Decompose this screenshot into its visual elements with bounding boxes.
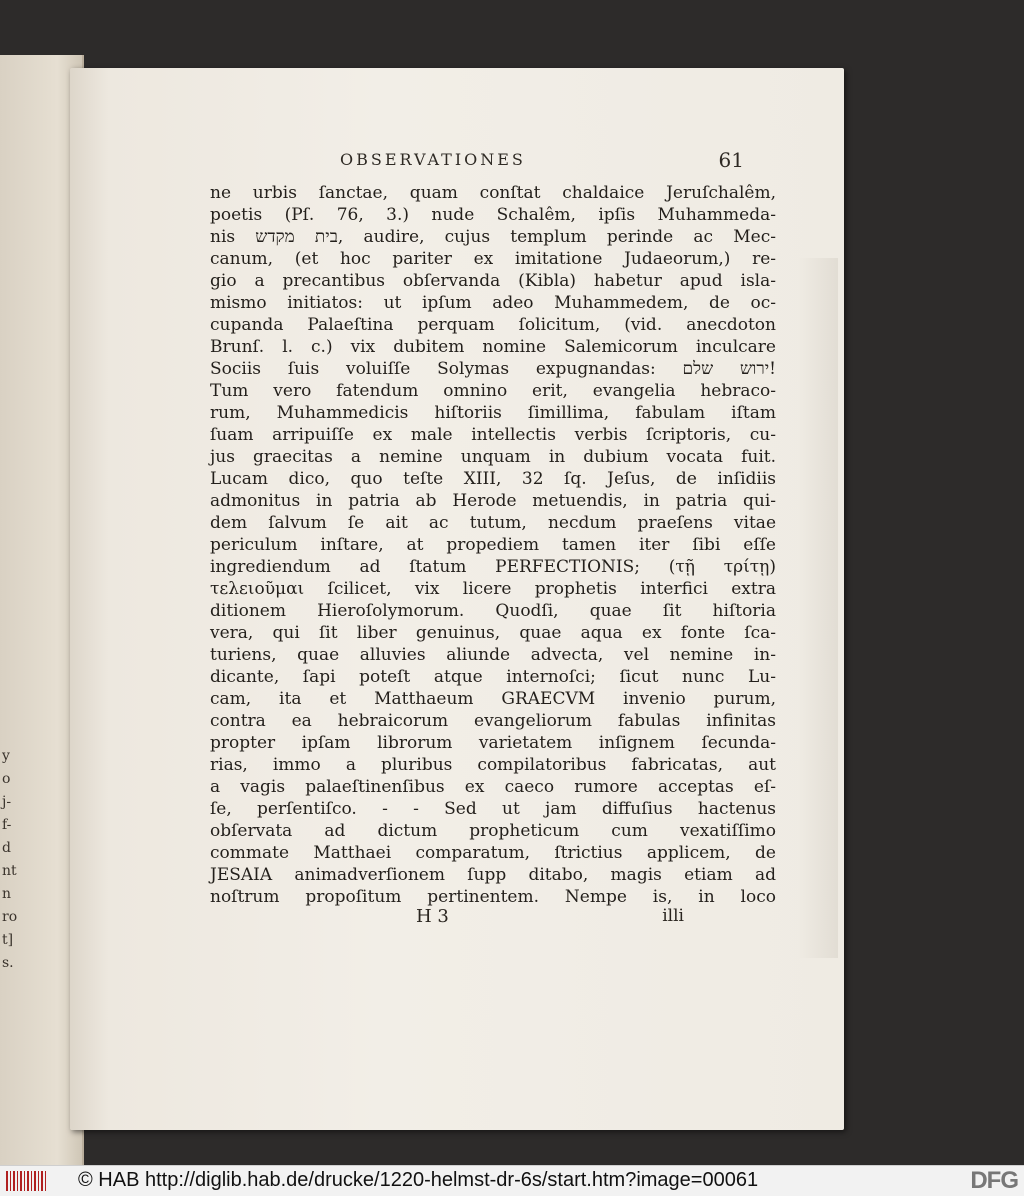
text-line: canum, (et hoc pariter ex imitatione Judaeorum,) re- [210, 249, 776, 269]
copyright-url[interactable]: © HAB http://diglib.hab.de/drucke/1220-helmst-dr-6s/start.htm?image=00061 [78, 1169, 759, 1191]
signature-mark: H 3 [416, 906, 449, 927]
text-line: propter ipſam librorum varietatem inſignem ſecunda- [210, 733, 776, 753]
text-line: ne urbis ſanctae, quam conſtat chaldaice Jeruſchalêm, [210, 183, 776, 203]
text-line: a vagis palaeſtinenſibus ex caeco rumore acceptas eſ- [210, 777, 776, 797]
page-number: 61 [718, 148, 744, 172]
text-line: commate Matthaei comparatum, ſtrictius applicem, de [210, 843, 776, 863]
text-line: mismo initiatos: ut ipſum adeo Muhammedem, de oc- [210, 293, 776, 313]
text-line: poetis (Pſ. 76, 3.) nude Schalêm, ipſis Muhammeda- [210, 205, 776, 225]
text-line: turiens, quae alluvies aliunde advecta, vel nemine in- [210, 645, 776, 665]
margin-fragment: n [2, 886, 12, 902]
text-line: τελειοῦμαι ſcilicet, vix licere prophetis interfici extra [210, 579, 776, 599]
text-line: gio a precantibus obſervanda (Kibla) habetur apud isla- [210, 271, 776, 291]
text-line: periculum inſtare, at propediem tamen iter ſibi eſſe [210, 535, 776, 555]
barcode-icon [6, 1171, 46, 1191]
body-text [210, 182, 776, 908]
margin-fragment: o [2, 771, 11, 787]
text-line: rias, immo a pluribus compilatoribus fabricatas, aut [210, 755, 776, 775]
text-line: dicante, ſapi poteſt atque internoſci; ſicut nunc Lu- [210, 667, 776, 687]
margin-fragment: y [2, 748, 10, 764]
page-shading [798, 258, 838, 958]
book-page [70, 68, 844, 1130]
margin-fragment: t] [2, 932, 14, 948]
running-head [340, 148, 744, 172]
dfg-logo: DFG [970, 1167, 1018, 1194]
text-line: ſuam arripuiſſe ex male intellectis verbis ſcriptoris, cu- [210, 425, 776, 445]
text-line: Sociis ſuis voluiſſe Solymas expugnandas: ירוש שלם! [210, 359, 776, 379]
margin-fragment: d [2, 840, 11, 856]
margin-fragment: nt [2, 863, 17, 879]
text-line: ditionem Hieroſolymorum. Quodſi, quae ſit hiſtoria [210, 601, 776, 621]
text-line: rum, Muhammedicis hiſtoriis ſimillima, fabulam iſtam [210, 403, 776, 423]
catchword: illi [662, 906, 684, 926]
text-line: jus graecitas a nemine unquam in dubium vocata fuit. [210, 447, 776, 467]
text-line: vera, qui ſit liber genuinus, quae aqua ex fonte ſca- [210, 623, 776, 643]
text-line: ingrediendum ad ſtatum PERFECTIONIS; (τῇ τρίτῃ) [210, 557, 776, 577]
text-line: Brunſ. l. c.) vix dubitem nomine Salemicorum inculcare [210, 337, 776, 357]
text-line: JESAIA animadverſionem ſupp ditabo, magis etiam ad [210, 865, 776, 885]
margin-fragment: j- [2, 794, 12, 810]
viewer-footer [0, 1165, 1024, 1196]
margin-fragment: ro [2, 909, 18, 925]
text-line: dem ſalvum ſe ait ac tutum, necdum praeſens vitae [210, 513, 776, 533]
text-line: Tum vero fatendum omnino erit, evangelia hebraco- [210, 381, 776, 401]
text-line: Lucam dico, quo teſte XIII, 32 ſq. Jeſus, de inſidiis [210, 469, 776, 489]
text-line: cupanda Palaeſtina perquam ſolicitum, (vid. anecdoton [210, 315, 776, 335]
text-line: contra ea hebraicorum evangeliorum fabulas infinitas [210, 711, 776, 731]
text-line: nis בית מקדש, audire, cujus templum perinde ac Mec- [210, 227, 776, 247]
text-line: noſtrum propoſitum pertinentem. Nempe is, in loco [210, 887, 776, 907]
margin-fragment: f- [2, 817, 12, 833]
facing-page-margin-fragments [2, 745, 22, 975]
running-head-title: OBSERVATIONES [340, 150, 526, 169]
text-line: ſe, perſentiſco. - - Sed ut jam diffuſius hactenus [210, 799, 776, 819]
text-line: admonitus in patria ab Herode metuendis, in patria qui- [210, 491, 776, 511]
margin-fragment: s. [2, 955, 14, 971]
text-line: cam, ita et Matthaeum GRAECVM invenio purum, [210, 689, 776, 709]
text-line: obſervata ad dictum propheticum cum vexatiſſimo [210, 821, 776, 841]
